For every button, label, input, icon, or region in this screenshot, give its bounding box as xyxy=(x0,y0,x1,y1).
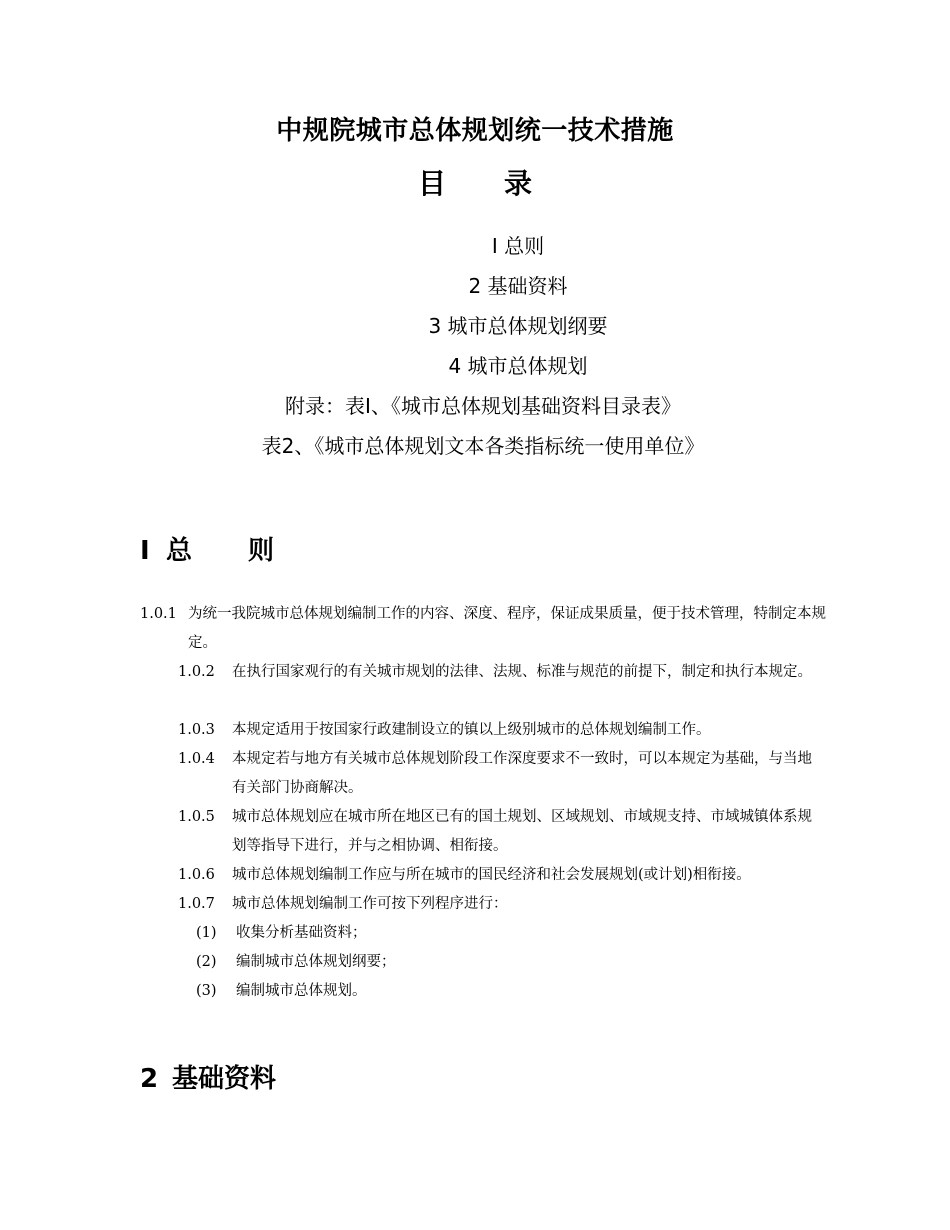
clause-text: 在执行国家观行的有关城市规划的法律、法规、标准与规范的前提下，制定和执行本规定。 xyxy=(232,664,812,680)
procedure-step xyxy=(196,948,396,977)
section-title-left: 总 xyxy=(166,536,193,566)
clause-number: 1.0.7 xyxy=(178,896,215,912)
clause-text: 为统一我院城市总体规划编制工作的内容、深度、程序，保证成果质量，便于技术管理，特制定本规定。 xyxy=(188,606,826,651)
step-number: (2) xyxy=(196,954,217,970)
clause-text: 本规定适用于按国家行政建制设立的镇以上级别城市的总体规划编制工作。 xyxy=(232,722,711,738)
clause-number: 1.0.1 xyxy=(140,606,177,622)
toc-item[interactable]: 2 基础资料 xyxy=(468,274,568,298)
section-heading-basic-data xyxy=(140,1058,276,1095)
toc-heading-right: 录 xyxy=(504,167,533,200)
toc-item[interactable]: 4 城市总体规划 xyxy=(448,354,588,378)
section-title: 基础资料 xyxy=(172,1064,277,1094)
clause xyxy=(178,861,838,890)
clause xyxy=(178,803,818,861)
clause-number: 1.0.2 xyxy=(178,664,215,680)
section-title-right: 则 xyxy=(248,536,275,566)
clause-number: 1.0.4 xyxy=(178,751,215,767)
step-number: (3) xyxy=(196,983,217,999)
clause xyxy=(178,745,818,803)
table-of-contents xyxy=(0,228,950,468)
toc-item[interactable]: I 总则 xyxy=(491,234,545,258)
clause-number: 1.0.5 xyxy=(178,809,215,825)
toc-item-appendix-2[interactable]: 表2、《城市总体规划文本各类指标统一使用单位》 xyxy=(261,434,705,458)
step-text: 编制城市总体规划。 xyxy=(236,983,367,999)
procedure-step xyxy=(196,919,367,948)
clause-text: 城市总体规划应在城市所在地区已有的国土规划、区域规划、市域规支持、市域城镇体系规划等指导下进行，并与之相协调、相衔接。 xyxy=(232,809,812,854)
clause xyxy=(140,600,840,658)
document-title: 中规院城市总体规划统一技术措施 xyxy=(276,116,674,146)
section-number: 2 xyxy=(140,1064,159,1094)
step-text: 编制城市总体规划纲要； xyxy=(236,954,396,970)
toc-heading-left: 目 xyxy=(417,167,446,200)
clause xyxy=(178,658,818,687)
toc-heading xyxy=(0,162,950,202)
section-number: I xyxy=(140,536,150,566)
toc-item-appendix-1[interactable]: 附录：表Ⅰ、《城市总体规划基础资料目录表》 xyxy=(285,394,681,418)
clause xyxy=(178,890,818,919)
clause xyxy=(178,716,818,745)
procedure-step xyxy=(196,977,367,1006)
clause-text: 城市总体规划编制工作应与所在城市的国民经济和社会发展规划(或计划)相衔接。 xyxy=(232,867,751,883)
clause-number: 1.0.3 xyxy=(178,722,215,738)
step-number: (1) xyxy=(196,925,217,941)
clause-text: 本规定若与地方有关城市总体规划阶段工作深度要求不一致时，可以本规定为基础，与当地有关部门协商解决。 xyxy=(232,751,812,796)
clause-text: 城市总体规划编制工作可按下列程序进行： xyxy=(232,896,508,912)
clause-number: 1.0.6 xyxy=(178,867,215,883)
section-heading-general xyxy=(140,530,274,567)
step-text: 收集分析基础资料； xyxy=(236,925,367,941)
toc-item[interactable]: 3 城市总体规划纲要 xyxy=(428,314,608,338)
